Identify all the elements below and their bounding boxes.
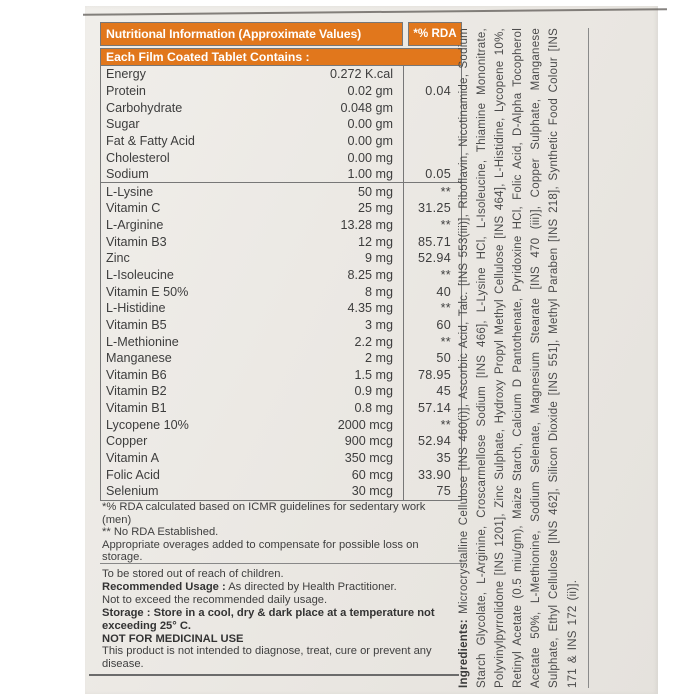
nutrient-row	[101, 66, 461, 83]
nutrient-value: 350 mcg	[344, 451, 393, 466]
nutrient-rda: 31.25	[417, 201, 451, 216]
nutrient-name: L-Histidine	[106, 301, 166, 316]
nutrient-rda: 52.94	[417, 251, 451, 266]
nutrient-row	[101, 233, 461, 250]
disclaimer: This product is not intended to diagnose, treat, cure or prevent any disease.	[102, 645, 432, 671]
nutrient-rda: 35	[436, 451, 451, 466]
nutrient-value: 30 mcg	[351, 484, 393, 499]
nutrient-name: Zinc	[106, 251, 130, 266]
nutrient-row	[101, 217, 461, 234]
nutrient-name: Carbohydrate	[106, 100, 183, 115]
nutrient-value: 0.00 mg	[347, 150, 393, 165]
nutrient-rda: 0.04	[425, 83, 451, 98]
nutrient-value: 0.9 mg	[354, 384, 393, 399]
nutrient-row	[101, 166, 461, 183]
nutrient-row	[101, 450, 461, 467]
nutrient-row	[101, 300, 461, 317]
nutrient-name: Folic Acid	[106, 467, 160, 482]
nutrient-rda: 40	[436, 284, 451, 299]
footnote-no-rda: ** No RDA Established.	[102, 526, 219, 539]
recommended-usage-text: As directed by Health Practitioner.	[228, 580, 397, 593]
nutrient-rda: 75	[436, 484, 451, 499]
nutrient-value: 0.8 mg	[354, 401, 393, 416]
nutrient-rda: **	[440, 184, 451, 199]
nutrient-name: Vitamin C	[106, 201, 161, 216]
nutrient-rda: 50	[436, 351, 451, 366]
footnotes	[102, 501, 449, 564]
usage-storage-block	[102, 568, 460, 671]
nutrient-value: 0.00 gm	[347, 117, 393, 132]
nutrient-value: 900 mcg	[344, 434, 393, 449]
panel-title: Nutritional Information (Approximate Values)	[100, 22, 403, 46]
nutrient-rda: 78.95	[417, 367, 451, 382]
nutrient-row	[101, 250, 461, 267]
nutrient-row	[101, 483, 461, 500]
nutrient-row	[101, 83, 461, 100]
nutrient-name: Vitamin E 50%	[106, 284, 189, 299]
nutrient-value: 13.28 mg	[340, 218, 393, 233]
nutrient-value: 60 mcg	[351, 467, 393, 482]
ingredients-text: Microcrystalline Cellulose [INS 460(i)], Ascorbic Acid, Talc. [INS 553(iii)], Riboflavin, Nicotinamide, Sodium Starch Glycolate, L-Arginine, Croscarmellose Sodium [INS 466], L-Lysine HCl, L-Isoleucine, Thiamine Mononitrate, Polyvinylpyrrolidone [INS 1201], Zinc Sulphate, Hydroxy Propyl Methyl Cellulose [INS 464], L-Histidine, Lycopene 10%, Retinyl Acetate (0.5 miu/gm), Maize Starch, Calcium D Pantothenate, Pyridoxine HCl, Folic Acid, D-Alpha Tocopherol Acetate 50%, L-Methionine, Sodium Selenate, Magnesium Stearate [INS 470 (iii)], Copper Sulphate, Manganese Sulphate, Ethyl Cellulose [INS 462], Silicon Dioxide [INS 551], Methyl Paraben [INS 218], Synthetic Food Colour [INS 171 & INS 172 (ii)].	[458, 28, 579, 688]
label-top-edge	[83, 8, 667, 16]
column-divider	[403, 66, 404, 500]
nutrient-rda: 45	[436, 384, 451, 399]
nutrient-value: 8 mg	[365, 284, 393, 299]
nutrient-row	[101, 317, 461, 334]
footnote-overages: Appropriate overages added to compensate for possible loss on storage.	[102, 538, 419, 564]
divider-rule	[100, 563, 464, 564]
nutrient-name: Manganese	[106, 351, 172, 366]
nutrient-value: 0.048 gm	[340, 100, 393, 115]
nutrient-row	[101, 99, 461, 116]
nutrient-value: 8.25 mg	[347, 268, 393, 282]
nutrient-row	[101, 416, 461, 433]
nutrient-value: 2000 mcg	[337, 417, 393, 432]
bottom-rule	[89, 674, 459, 676]
daily-usage-note: Not to exceed the recommended daily usage.	[102, 593, 328, 606]
nutrient-value: 3 mg	[365, 317, 393, 332]
recommended-usage	[102, 581, 460, 594]
nutrient-rda: **	[440, 218, 451, 233]
nutrient-name: Vitamin B5	[106, 317, 167, 332]
nutrient-name: Energy	[106, 67, 146, 82]
micro-section	[101, 182, 461, 499]
nutrient-value: 0.272 K.cal	[329, 67, 393, 82]
nutrient-value: 12 mg	[357, 234, 393, 249]
nutrient-value: 1.5 mg	[354, 367, 393, 382]
nutrient-name: Vitamin B3	[106, 234, 167, 249]
nutrient-rda: 0.05	[425, 167, 451, 182]
nutrient-row	[101, 367, 461, 384]
panel-subheader: Each Film Coated Tablet Contains :	[100, 48, 462, 66]
ingredients-paragraph	[455, 28, 589, 688]
nutrient-name: Vitamin A	[106, 451, 159, 466]
nutrient-value: 25 mg	[357, 201, 393, 216]
nutrient-value: 2.2 mg	[354, 334, 393, 349]
nutrient-name: Cholesterol	[106, 150, 170, 165]
nutrient-row	[101, 183, 461, 200]
nutrient-name: Protein	[106, 83, 146, 98]
nutrient-row	[101, 400, 461, 417]
rda-column-header: *% RDA	[408, 22, 462, 46]
nutrient-name: L-Methionine	[106, 334, 179, 349]
nutrient-name: Sodium	[106, 167, 149, 182]
nutrient-value: 0.00 gm	[347, 133, 393, 148]
nutrient-name: Vitamin B2	[106, 384, 167, 399]
children-note: To be stored out of reach of children.	[102, 568, 284, 580]
nutrient-rda: **	[440, 334, 451, 349]
nutrient-row	[101, 116, 461, 133]
medicinal-heading: NOT FOR MEDICINAL USE	[102, 632, 244, 645]
nutrient-name: Selenium	[106, 484, 159, 499]
nutrient-value: 4.35 mg	[347, 301, 393, 316]
nutrient-row	[101, 267, 461, 284]
nutrient-rda: 33.90	[417, 467, 451, 482]
nutrient-row	[101, 200, 461, 217]
nutrient-rda: **	[440, 417, 451, 432]
nutrient-row	[101, 149, 461, 166]
storage-instructions	[102, 607, 460, 633]
nutrient-name: Copper	[106, 434, 148, 449]
nutrient-rda: **	[440, 268, 451, 282]
ingredients-label: Ingredients:	[458, 619, 470, 688]
nutrient-row	[101, 466, 461, 483]
nutrient-row	[101, 433, 461, 450]
nutrient-rda: 60	[436, 317, 451, 332]
nutrient-row	[101, 133, 461, 150]
nutrient-name: Fat & Fatty Acid	[106, 133, 195, 148]
nutrient-row	[101, 283, 461, 300]
nutrient-value: 2 mg	[365, 351, 393, 366]
footnote-rda: *% RDA calculated based on ICMR guidelines for sedentary work (men)	[102, 501, 426, 526]
nutrient-name: Sugar	[106, 117, 140, 132]
nutrition-table	[100, 66, 462, 501]
nutrient-value: 9 mg	[365, 251, 393, 266]
nutrient-row	[101, 350, 461, 367]
nutrient-name: Vitamin B6	[106, 367, 167, 382]
nutrition-label	[85, 6, 658, 694]
nutrient-value: 0.02 gm	[347, 83, 393, 98]
nutrient-value: 50 mg	[357, 184, 393, 199]
nutrient-name: L-Isoleucine	[106, 268, 174, 282]
nutrient-name: Lycopene 10%	[106, 417, 189, 432]
nutrient-name: Vitamin B1	[106, 401, 167, 416]
nutrient-row	[101, 383, 461, 400]
macro-section	[101, 66, 461, 182]
nutrient-value: 1.00 mg	[347, 167, 393, 182]
nutrient-name: L-Arginine	[106, 218, 164, 233]
recommended-usage-label: Recommended Usage :	[102, 580, 226, 593]
storage-label: Storage :	[102, 606, 151, 619]
nutrient-name: L-Lysine	[106, 184, 154, 199]
nutrient-rda: **	[440, 301, 451, 316]
nutrient-rda: 57.14	[417, 401, 451, 416]
nutrient-row	[101, 333, 461, 350]
storage-text: Store in a cool, dry & dark place at a temperature not exceeding 25° C.	[102, 606, 435, 632]
nutrient-rda: 85.71	[417, 234, 451, 249]
nutrient-rda: 52.94	[417, 434, 451, 449]
